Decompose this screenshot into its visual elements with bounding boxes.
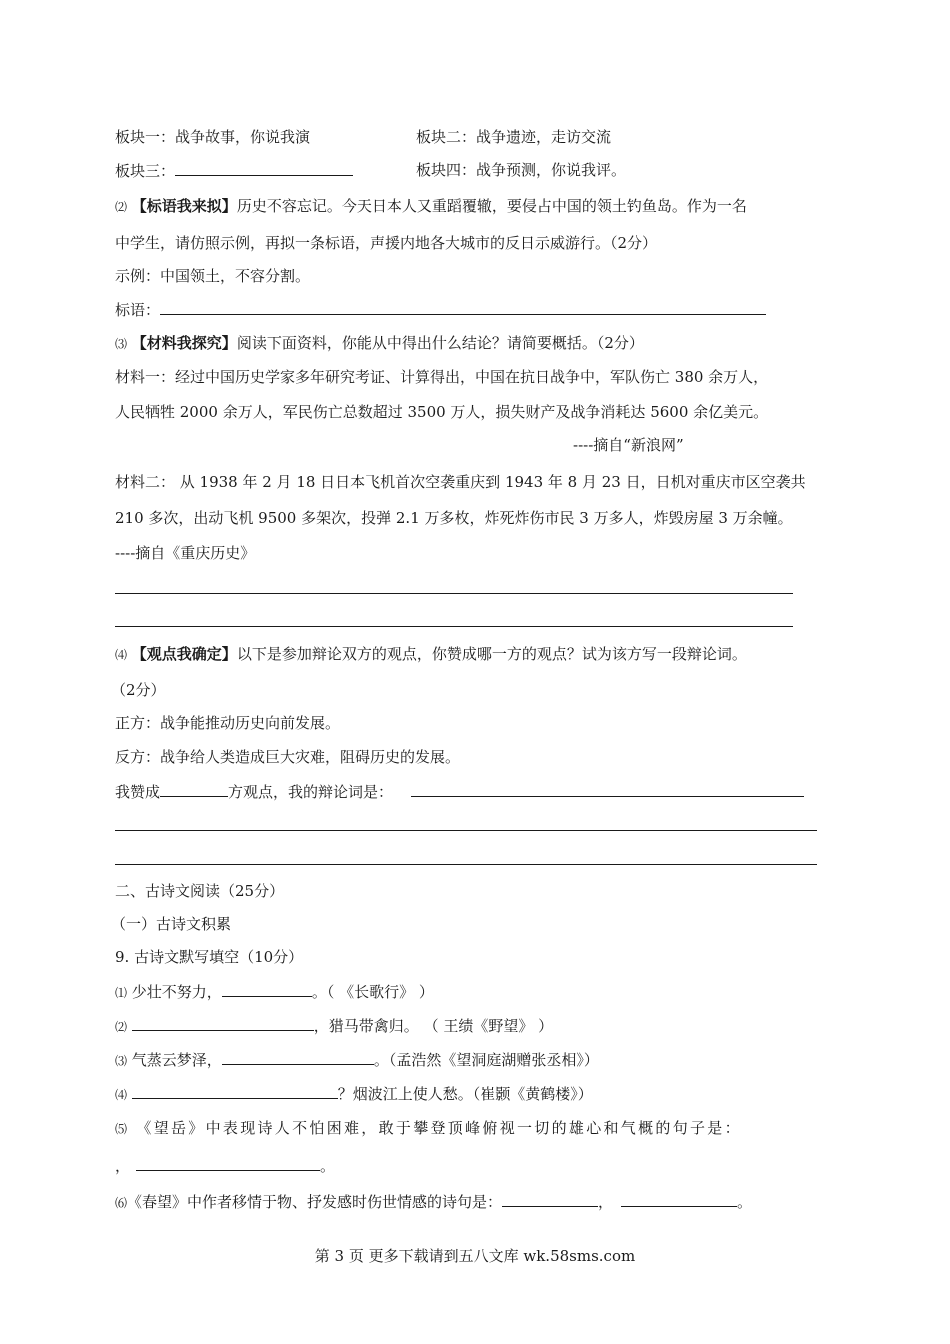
poem-1-row bbox=[115, 981, 434, 1003]
question-2-tag: 【标语我来拟】 bbox=[131, 197, 237, 215]
poem-2-row bbox=[115, 1015, 553, 1037]
poem-3-text-b: 。（孟浩然《望洞庭湖赠张丞相》） bbox=[373, 1051, 599, 1069]
question-3-line bbox=[115, 333, 644, 354]
poem-3-text-a: 气蒸云梦泽， bbox=[131, 1051, 222, 1069]
section-2-title: 二、古诗文阅读（25分） bbox=[115, 882, 285, 900]
poem-6-blank-2[interactable] bbox=[621, 1191, 737, 1207]
poem-3-blank[interactable] bbox=[222, 1049, 374, 1065]
question-9-title: 9. 古诗文默写填空（10分） bbox=[115, 948, 304, 966]
debate-answer-line-3[interactable] bbox=[115, 864, 817, 865]
poem-3-number: ⑶ bbox=[115, 1054, 128, 1068]
question-2-number: ⑵ bbox=[115, 200, 128, 214]
debate-answer-blank-1[interactable] bbox=[411, 781, 804, 797]
question-4-con: 反方：战争给人类造成巨大灾难，阻碍历史的发展。 bbox=[115, 748, 461, 766]
poem-6-number: ⑹ bbox=[115, 1196, 128, 1210]
slogan-answer-blank[interactable] bbox=[160, 299, 766, 315]
question-4-number: ⑷ bbox=[115, 648, 128, 662]
material-2-line-2: 210 多次，出动飞机 9500 多架次，投弹 2.1 万多枚，炸死炸伤市民 3 万多人，炸毁房屋 3 万余幢。 bbox=[115, 509, 793, 527]
poem-4-blank[interactable] bbox=[132, 1083, 338, 1099]
question-2-text-2: 中学生，请仿照示例，再拟一条标语，声援内地各大城市的反日示威游行。（2分） bbox=[115, 234, 658, 252]
poem-1-blank[interactable] bbox=[222, 981, 312, 997]
question-2-line-1 bbox=[115, 196, 747, 217]
module-3: 板块三： bbox=[115, 162, 176, 180]
section-2-subtitle: （一）古诗文积累 bbox=[111, 915, 232, 933]
poem-2-blank[interactable] bbox=[132, 1015, 314, 1031]
module-2: 板块二：战争遗迹，走访交流 bbox=[416, 128, 612, 146]
question-2-answer-row bbox=[115, 299, 766, 320]
poem-4-text-b: ？烟波江上使人愁。（崔颢《黄鹤楼》） bbox=[337, 1085, 593, 1103]
question-4-tag: 【观点我确定】 bbox=[131, 645, 237, 663]
question-3-text: 阅读下面资料，你能从中得出什么结论？请简要概括。（2分） bbox=[236, 334, 644, 352]
poem-5-end: 。 bbox=[320, 1157, 336, 1175]
question-4-pro: 正方：战争能推动历史向前发展。 bbox=[115, 714, 341, 732]
poem-4-row bbox=[115, 1083, 593, 1105]
question-4-text: 以下是参加辩论双方的观点，你赞成哪一方的观点？试为该方写一段辩论词。 bbox=[236, 645, 747, 663]
poem-6-text: 《春望》中作者移情于物、抒发感时伤世情感的诗句是： bbox=[127, 1193, 503, 1211]
material-2-source: ----摘自《重庆历史》 bbox=[115, 544, 256, 562]
module-1: 板块一：战争故事，你说我演 bbox=[115, 128, 311, 146]
module-row-1 bbox=[115, 127, 612, 147]
poem-4-number: ⑷ bbox=[115, 1088, 128, 1102]
question-2-text-1: 历史不容忘记。今天日本人又重蹈覆辙，要侵占中国的领土钓鱼岛。作为一名 bbox=[236, 197, 747, 215]
poem-1-text-a: 少壮不努力， bbox=[131, 983, 222, 1001]
material-1-line-2: 人民牺牲 2000 余万人，军民伤亡总数超过 3500 万人，损失财产及战争消耗达 5600 余亿美元。 bbox=[115, 403, 769, 421]
poem-6-row bbox=[115, 1191, 752, 1213]
question-3-answer-line-2[interactable] bbox=[115, 626, 793, 627]
poem-6-end: 。 bbox=[737, 1193, 753, 1211]
poem-6-blank-1[interactable] bbox=[502, 1191, 598, 1207]
question-2-answer-label: 标语： bbox=[115, 301, 161, 319]
material-1-line-1: 材料一：经过中国历史学家多年研究考证、计算得出，中国在抗日战争中，军队伤亡 380 余万人， bbox=[115, 368, 769, 386]
poem-5-comma: ， bbox=[115, 1157, 131, 1175]
poem-5-blank[interactable] bbox=[136, 1155, 320, 1171]
page-footer: 第 3 页 更多下载请到五八文库 wk.58sms.com bbox=[314, 1247, 636, 1265]
poem-5-number: ⑸ bbox=[115, 1122, 130, 1136]
poem-2-number: ⑵ bbox=[115, 1020, 128, 1034]
poem-3-row bbox=[115, 1049, 599, 1071]
poem-6-comma: ， bbox=[598, 1193, 614, 1211]
agree-side-blank[interactable] bbox=[160, 781, 228, 797]
question-4-agree-row bbox=[115, 781, 804, 802]
module-row-2 bbox=[115, 160, 627, 181]
poem-5-answer-row bbox=[115, 1155, 335, 1176]
question-2-example: 示例：中国领土，不容分割。 bbox=[115, 267, 311, 285]
question-3-answer-line-1[interactable] bbox=[115, 593, 793, 594]
agree-label-b: 方观点，我的辩论词是： bbox=[228, 783, 394, 801]
poem-2-text-b: ，猎马带禽归。 （ 王绩《野望》 ） bbox=[313, 1017, 554, 1035]
debate-answer-line-2[interactable] bbox=[115, 830, 817, 831]
module-3-blank[interactable] bbox=[175, 160, 353, 176]
poem-1-number: ⑴ bbox=[115, 986, 128, 1000]
question-3-number: ⑶ bbox=[115, 337, 128, 351]
question-4-score: （2分） bbox=[111, 681, 166, 699]
poem-5-row bbox=[115, 1118, 742, 1139]
poem-1-text-b: 。（ 《长歌行》 ） bbox=[311, 983, 434, 1001]
material-1-source: ----摘自“新浪网” bbox=[573, 436, 684, 454]
module-4: 板块四：战争预测，你说我评。 bbox=[416, 161, 627, 179]
question-4-line bbox=[115, 644, 747, 665]
material-2-line-1: 材料二： 从 1938 年 2 月 18 日日本飞机首次空袭重庆到 1943 年 8 月 23 日，日机对重庆市区空袭共 bbox=[115, 473, 806, 491]
question-3-tag: 【材料我探究】 bbox=[131, 334, 237, 352]
poem-5-text: 《望岳》中表现诗人不怕困难，敢于攀登顶峰俯视一切的雄心和气概的句子是： bbox=[136, 1119, 742, 1137]
agree-label-a: 我赞成 bbox=[115, 783, 161, 801]
